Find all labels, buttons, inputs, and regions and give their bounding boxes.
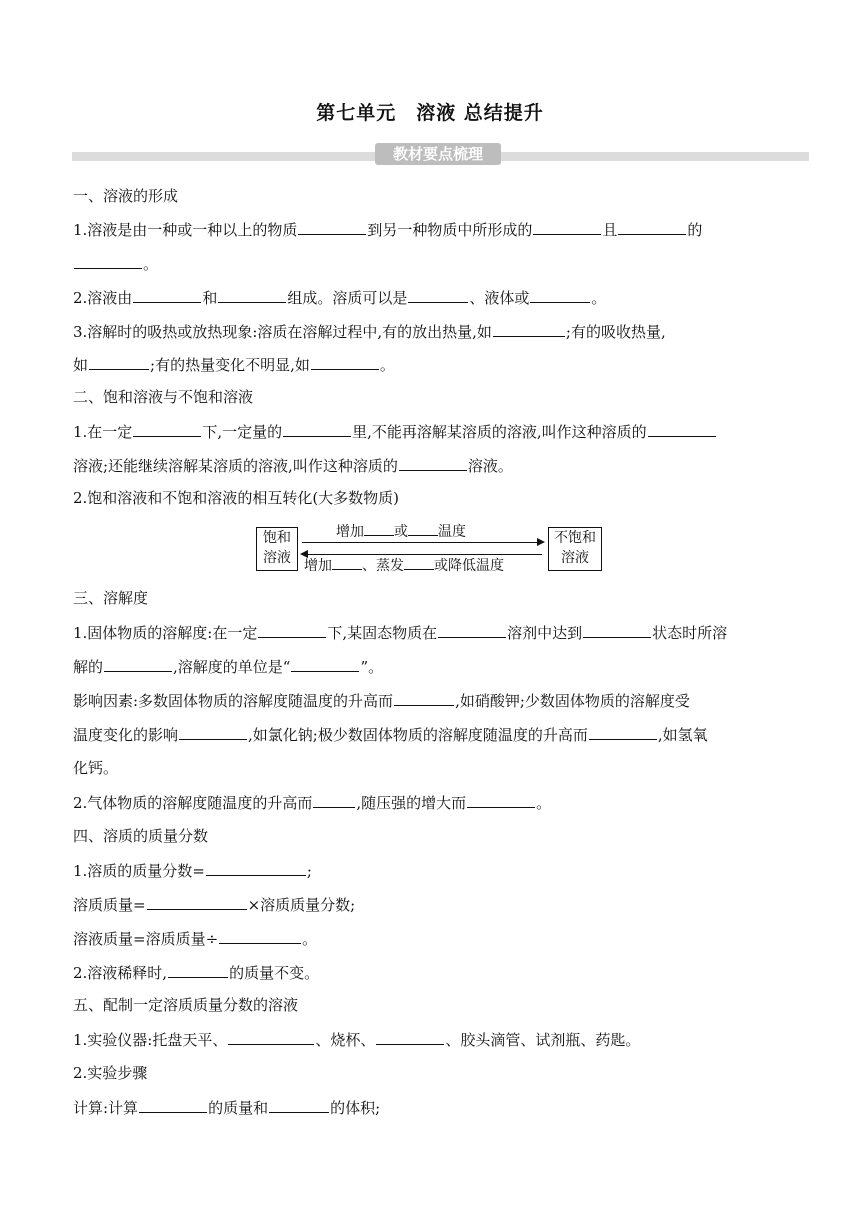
saturated-box: 饱和 溶液 [256, 527, 298, 571]
blank [179, 724, 247, 740]
text-line: 溶液质量=溶质质量÷ 。 [73, 930, 318, 948]
text-line: 。 [73, 253, 158, 274]
blank [104, 656, 172, 672]
text-line: 1.溶质的质量分数= ; [73, 862, 312, 880]
text-line: 2.饱和溶液和不饱和溶液的相互转化(大多数物质) [73, 489, 400, 507]
blank [533, 219, 601, 235]
blank [376, 1029, 444, 1045]
text-line: 2.气体物质的溶解度随温度的升高而 ,随压强的增大而 。 [73, 794, 552, 812]
text-line: 解的 ,溶解度的单位是“ ”。 [73, 658, 384, 676]
blank [648, 421, 716, 437]
arrow-right [302, 542, 542, 543]
text-line: 1.溶液是由一种或一种以上的物质 到另一种物质中所形成的 且 的 [73, 221, 703, 239]
text-line: 2.溶液由 和 组成。溶质可以是 、液体或 。 [73, 289, 607, 307]
text-line: 1.实验仪器:托盘天平、 、烧杯、 、胶头滴管、试剂瓶、药匙。 [73, 1031, 641, 1049]
blank [313, 792, 355, 808]
blank [133, 287, 201, 303]
section-heading-2: 二、饱和溶液与不饱和溶液 [73, 388, 254, 406]
blank [206, 860, 306, 876]
blank [467, 792, 535, 808]
blank [74, 253, 142, 269]
blank [530, 287, 590, 303]
text-line: 溶质质量= ×溶质质量分数; [73, 896, 356, 914]
page-title: 第七单元 溶液 总结提升 [316, 102, 544, 124]
blank [311, 354, 379, 370]
blank [168, 962, 228, 978]
blank [133, 421, 201, 437]
unsaturated-box: 不饱和 溶液 [548, 527, 602, 571]
conversion-diagram [256, 523, 606, 575]
blank [219, 928, 301, 944]
text-line: 2.实验步骤 [73, 1064, 148, 1082]
bottom-arrow-label: 增加 、蒸发 或降低温度 [304, 558, 504, 574]
blank [493, 321, 565, 337]
text-line: 3.溶解时的吸热或放热现象:溶质在溶解过程中,有的放出热量,如 ;有的吸收热量, [73, 323, 666, 341]
blank [89, 354, 149, 370]
section-heading-3: 三、溶解度 [73, 589, 149, 607]
text-line: 化钙。 [73, 759, 119, 777]
arrow-head-right-icon [537, 538, 545, 546]
blank [228, 1029, 314, 1045]
blank [258, 622, 326, 638]
section-banner-label: 教材要点梳理 [375, 143, 501, 165]
blank [139, 1097, 207, 1113]
section-heading-5: 五、配制一定溶质质量分数的溶液 [73, 996, 299, 1014]
section-heading-1: 一、溶液的形成 [73, 187, 179, 205]
text-line: 1.固体物质的溶解度:在一定 下,某固态物质在 溶剂中达到 状态时所溶 [73, 624, 728, 642]
text-line: 1.在一定 下,一定量的 里,不能再溶解某溶质的溶液,叫作这种溶质的 [73, 421, 717, 442]
blank [618, 219, 686, 235]
blank [408, 287, 468, 303]
top-arrow-label: 增加 或 温度 [336, 524, 466, 540]
blank [583, 622, 651, 638]
blank [394, 690, 454, 706]
text-line: 溶液;还能继续溶解某溶质的溶液,叫作这种溶质的 溶液。 [73, 457, 513, 475]
blank [147, 894, 247, 910]
blank [298, 219, 366, 235]
blank [283, 421, 351, 437]
text-line: 计算:计算 的质量和 的体积; [73, 1099, 381, 1117]
blank [589, 724, 657, 740]
text-line: 温度变化的影响 ,如氯化钠;极少数固体物质的溶解度随温度的升高而 ,如氢氧 [73, 726, 708, 744]
text-line: 2.溶液稀释时, 的质量不变。 [73, 964, 320, 982]
text-line: 如 ;有的热量变化不明显,如 。 [73, 356, 395, 374]
blank [218, 287, 286, 303]
blank [291, 656, 359, 672]
text-line: 影响因素:多数固体物质的溶解度随温度的升高而 ,如硝酸钾;少数固体物质的溶解度受 [73, 692, 690, 710]
blank [269, 1097, 329, 1113]
section-heading-4: 四、溶质的质量分数 [73, 827, 209, 845]
blank [399, 455, 467, 471]
blank [438, 622, 506, 638]
